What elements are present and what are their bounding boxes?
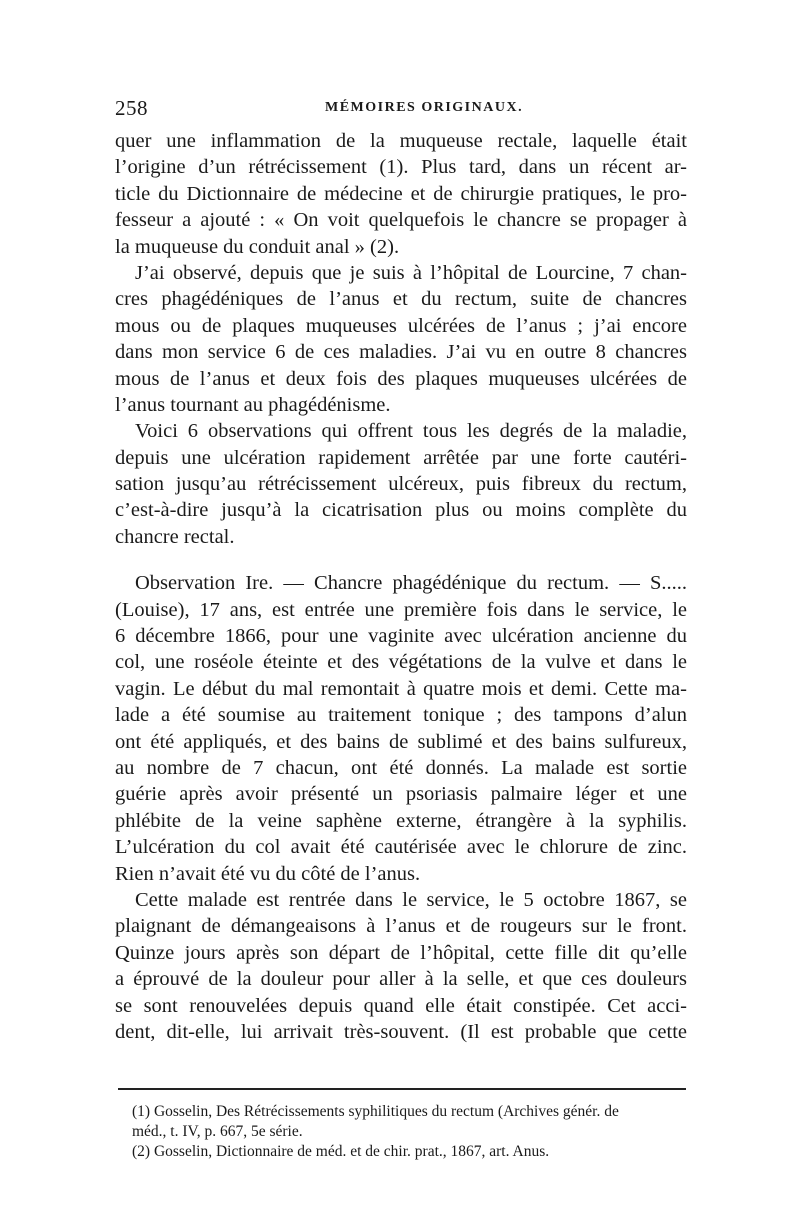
text-line: Cette malade est rentrée dans le service, le 5 octobre 1867, se (135, 888, 687, 911)
text-line: ont été appliqués, et des bains de sublimé et des bains sulfureux, (115, 730, 687, 753)
text-line: lade a été soumise au traitement tonique ; des tampons d’alun (115, 704, 687, 727)
text-line: l’anus tournant au phagédénisme. (115, 393, 391, 416)
footnote-1-continuation: méd., t. IV, p. 667, 5e série. (132, 1123, 303, 1140)
text-line: cres phagédéniques de l’anus et du rectum, suite de chancres (115, 288, 687, 311)
text-line: se sont renouvelées depuis quand elle était constipée. Cet acci- (115, 994, 687, 1017)
text-line: col, une roséole éteinte et des végétations de la vulve et dans le (115, 651, 687, 674)
text-line: fesseur a ajouté : « On voit quelquefois le chancre se propager à (115, 209, 687, 232)
text-line: guérie après avoir présenté un psoriasis palmaire léger et une (115, 783, 687, 806)
page-header (115, 96, 685, 120)
text-line: Voici 6 observations qui offrent tous les degrés de la maladie, (135, 420, 687, 443)
text-line: a éprouvé de la douleur pour aller à la selle, et que ces douleurs (115, 968, 687, 991)
observation-heading-line: Observation Ire. — Chancre phagédénique du rectum. — S..... (135, 572, 687, 595)
footnote-1: (1) Gosselin, Des Rétrécissements syphilitiques du rectum (Archives génér. de (132, 1103, 619, 1120)
text-line: chancre rectal. (115, 525, 235, 548)
text-line: ticle du Dictionnaire de médecine et de chirurgie pratiques, le pro- (115, 182, 687, 205)
section-gap (115, 550, 687, 570)
page-number: 258 (115, 96, 148, 120)
text-line: phlébite de la veine saphène externe, étrangère à la syphilis. (115, 809, 687, 832)
text-line: 6 décembre 1866, pour une vaginite avec ulcération ancienne du (115, 625, 687, 648)
text-line: dans mon service 6 de ces maladies. J’ai vu en outre 8 chancres (115, 341, 687, 364)
footnotes (132, 1102, 692, 1162)
text-line: Quinze jours après son départ de l’hôpital, cette fille dit qu’elle (115, 941, 687, 964)
text-line: J’ai observé, depuis que je suis à l’hôpital de Lourcine, 7 chan- (135, 261, 687, 284)
text-line: mous ou de plaques muqueuses ulcérées de l’anus ; j’ai encore (115, 314, 687, 337)
body-text (115, 128, 687, 1045)
text-line: dent, dit-elle, lui arrivait très-souvent. (Il est probable que cette (115, 1020, 687, 1043)
text-line: Rien n’avait été vu du côté de l’anus. (115, 862, 421, 885)
text-line: l’origine d’un rétrécissement (1). Plus tard, dans un récent ar- (115, 156, 687, 179)
text-line: c’est-à-dire jusqu’à la cicatrisation plus ou moins complète du (115, 499, 687, 522)
text-line: depuis une ulcération rapidement arrêtée par une forte cautéri- (115, 446, 687, 469)
text-line: plaignant de démangeaisons à l’anus et de rougeurs sur le front. (115, 915, 687, 938)
text-line: L’ulcération du col avait été cautérisée avec le chlorure de zinc. (115, 836, 687, 859)
text-line: mous de l’anus et deux fois des plaques muqueuses ulcérées de (115, 367, 687, 390)
footnote-2: (2) Gosselin, Dictionnaire de méd. et de chir. prat., 1867, art. Anus. (132, 1143, 550, 1160)
text-line: la muqueuse du conduit anal » (2). (115, 235, 400, 258)
text-line: quer une inflammation de la muqueuse rectale, laquelle était (115, 130, 687, 152)
text-line: (Louise), 17 ans, est entrée une première fois dans le service, le (115, 598, 687, 621)
text-line: au nombre de 7 chacun, ont été donnés. La malade est sortie (115, 756, 687, 779)
text-line: sation jusqu’au rétrécissement ulcéreux, puis fibreux du rectum, (115, 473, 687, 496)
footnote-rule (118, 1088, 686, 1090)
running-title: MÉMOIRES ORIGINAUX. (325, 100, 524, 115)
text-line: vagin. Le début du mal remontait à quatre mois et demi. Cette ma- (115, 677, 687, 700)
